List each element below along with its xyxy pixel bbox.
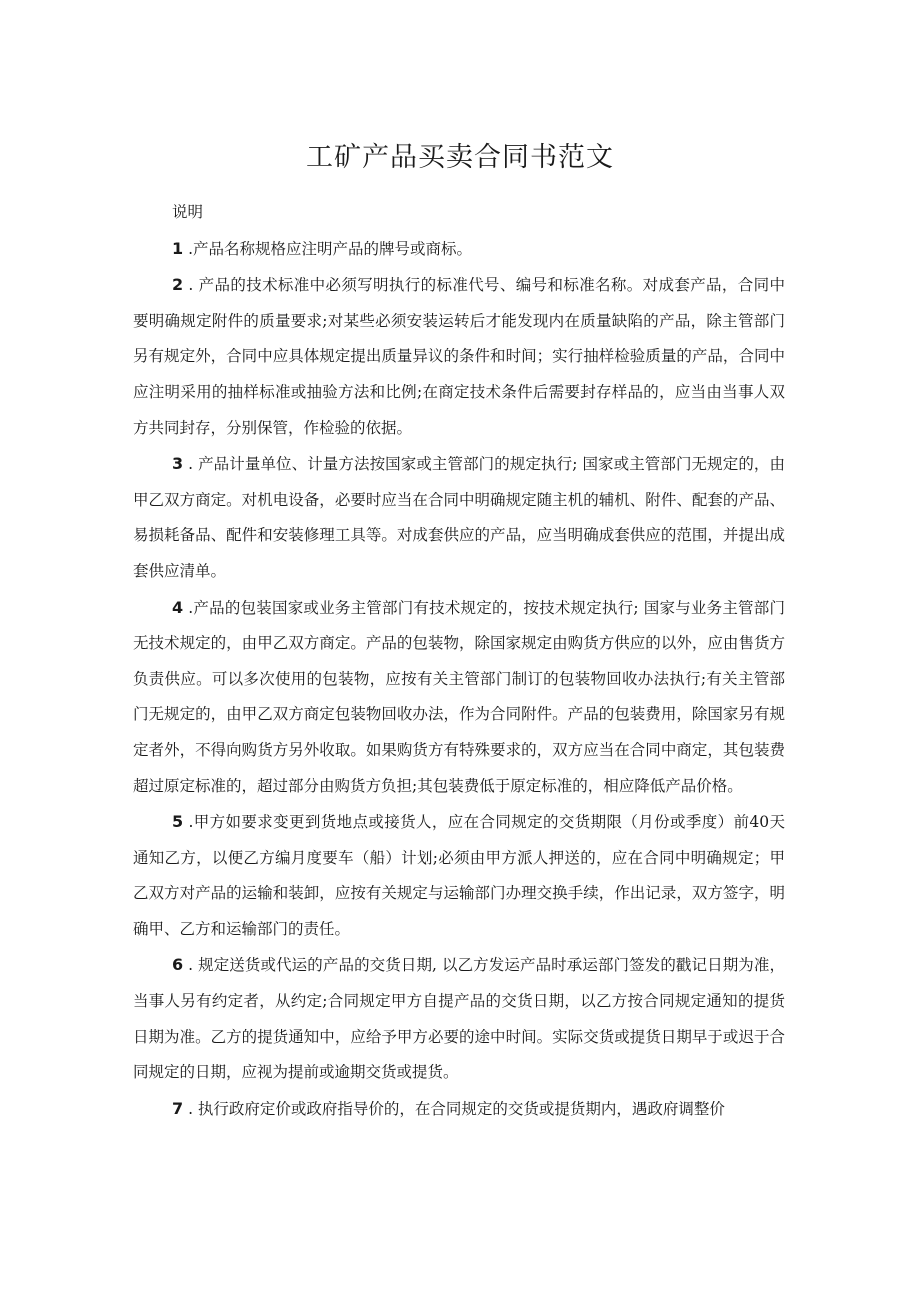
- document-title: 工矿产品买卖合同书范文: [306, 142, 614, 173]
- paragraph-number: 4: [172, 597, 184, 617]
- paragraph-number: 3: [172, 454, 184, 474]
- intro-heading: 说明: [172, 203, 204, 221]
- paragraph-number: 5: [172, 812, 184, 832]
- document-body: [133, 195, 785, 1127]
- paragraph-text: .产品的包装国家或业务主管部门有技术规定的，按技术规定执行; 国家与业务主管部门无技术规定的，由甲乙双方商定。产品的包装物，除国家规定由购货方供应的以外，应由售货方负责供应。可以多次使用的包装物，应按有关主管部门制订的包装物回收办法执行;有关主管部门无规定的，由甲乙双方商定包装物回收办法，作为合同附件。产品的包装费用，除国家另有规定者外，不得向购货方另外收取。如果购货方有特殊要求的，双方应当在合同中商定，其包装费超过原定标准的，超过部分由购货方负担;其包装费低于原定标准的，相应降低产品价格。: [133, 598, 785, 795]
- paragraph-5: [133, 804, 785, 947]
- paragraph-text: . 产品计量单位、计量方法按国家或主管部门的规定执行; 国家或主管部门无规定的，由甲乙双方商定。对机电设备，必要时应当在合同中明确规定随主机的辅机、附件、配套的产品、易损耗备品、配件和安装修理工具等。对成套供应的产品，应当明确成套供应的范围，并提出成套供应清单。: [133, 455, 785, 580]
- paragraph-2: [133, 267, 785, 446]
- paragraph-number: 6: [172, 955, 184, 975]
- paragraph-4: [133, 590, 785, 805]
- paragraph-number: 7: [172, 1098, 184, 1118]
- paragraph-number: 2: [172, 275, 184, 295]
- paragraph-text: .产品名称规格应注明产品的牌号或商标。: [183, 239, 472, 258]
- paragraph-3: [133, 446, 785, 589]
- paragraph-text: . 产品的技术标准中必须写明执行的标准代号、编号和标准名称。对成套产品，合同中要明确规定附件的质量要求;对某些必须安装运转后才能发现内在质量缺陷的产品，除主管部门另有规定外，合同中应具体规定提出质量异议的条件和时间；实行抽样检验质量的产品，合同中应注明采用的抽样标准或抽验方法和比例;在商定技术条件后需要封存样品的，应当由当事人双方共同封存，分别保管，作检验的依据。: [133, 276, 785, 437]
- paragraph-7: [133, 1091, 785, 1128]
- paragraph-text: .甲方如要求变更到货地点或接货人，应在合同规定的交货期限（月份或季度）前40天通知乙方，以便乙方编月度要车（船）计划;必须由甲方派人押送的，应在合同中明确规定；甲乙双方对产品的运输和装卸，应按有关规定与运输部门办理交换手续，作出记录，双方签字，明确甲、乙方和运输部门的责任。: [133, 813, 785, 938]
- paragraph-1: [133, 231, 785, 268]
- paragraph-6: [133, 947, 785, 1090]
- paragraph-text: . 规定送货或代运的产品的交货日期, 以乙方发运产品时承运部门签发的戳记日期为准，当事人另有约定者，从约定;合同规定甲方自提产品的交货日期，以乙方按合同规定通知的提货日期为准。乙方的提货通知中，应给予甲方必要的途中时间。实际交货或提货日期早于或迟于合同规定的日期，应视为提前或逾期交货或提货。: [133, 956, 785, 1082]
- paragraph-number: 1: [172, 238, 184, 258]
- paragraph-text: . 执行政府定价或政府指导价的，在合同规定的交货或提货期内，遇政府调整价: [183, 1099, 725, 1118]
